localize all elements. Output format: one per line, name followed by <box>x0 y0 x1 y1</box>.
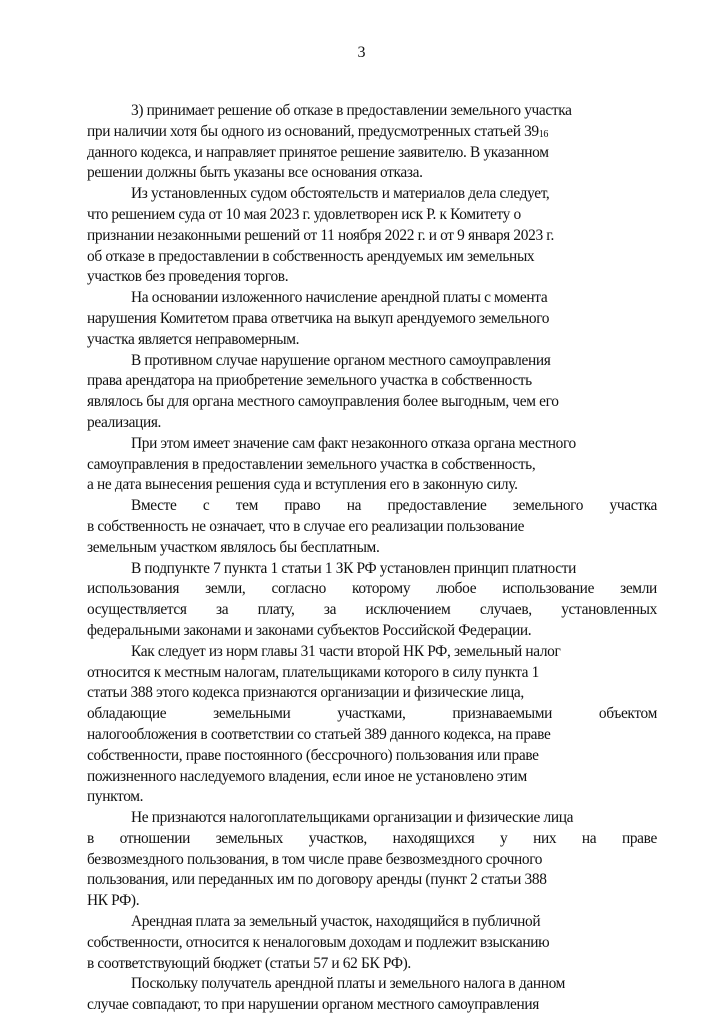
text-line: об отказе в предоставлении в собственность арендуемых им земельных <box>87 247 535 265</box>
word: обладающие <box>87 705 167 723</box>
word: которому <box>352 580 411 598</box>
word: плату, <box>257 601 295 619</box>
word: Вместе <box>131 497 177 515</box>
text-line: а не дата вынесения решения суда и вступления его в законную силу. <box>87 476 518 494</box>
text-line: признании незаконными решений от 11 ноября 2022 г. и от 9 января 2023 г. <box>87 226 555 244</box>
word: участка <box>609 497 657 515</box>
text-line: Поскольку получатель арендной платы и земельного налога в данном <box>131 975 566 993</box>
article-index: 16 <box>538 128 549 140</box>
text-line: 3) принимает решение об отказе в предоставлении земельного участка <box>131 102 572 119</box>
text-line: самоуправления в предоставлении земельного участка в собственность, <box>87 455 536 473</box>
word: за <box>216 601 229 619</box>
text-line: Как следует из норм главы 31 части второй НК РФ, земельный налог <box>131 642 561 660</box>
word: них <box>533 829 557 847</box>
paragraph <box>87 101 657 184</box>
text-line: случае совпадают, то при нарушении органом местного самоуправления <box>87 996 539 1014</box>
text-line: федеральными законами и законами субъектов Российской Федерации. <box>87 621 532 639</box>
text-line: что решением суда от 10 мая 2023 г. удовлетворен иск Р. к Комитету о <box>87 205 521 223</box>
text-line: Из установленных судом обстоятельств и материалов дела следует, <box>131 185 550 203</box>
justified-line <box>87 579 657 600</box>
word: на <box>346 497 362 515</box>
text-line: реализация. <box>87 413 162 431</box>
paragraph <box>87 184 657 288</box>
text-line: участков без проведения торгов. <box>87 268 289 286</box>
text-line: НК РФ). <box>87 892 140 910</box>
text-line: земельным участком являлось бы бесплатным. <box>87 538 380 556</box>
text-line <box>87 122 657 143</box>
word: отношении <box>119 829 191 847</box>
word: на <box>581 829 597 847</box>
word: в <box>87 829 94 847</box>
word: использование <box>502 580 595 598</box>
text-line: в собственность не означает, что в случае его реализации пользование <box>87 517 525 535</box>
page-number: 3 <box>357 44 366 61</box>
text-line: безвозмездного пользования, в том числе праве безвозмездного срочного <box>87 850 543 868</box>
word: участками, <box>337 705 406 723</box>
word: любое <box>436 580 477 598</box>
text-line: собственности, относится к неналоговым доходам и подлежит взысканию <box>87 933 550 951</box>
text-line: В подпункте 7 пункта 1 статьи 1 ЗК РФ установлен принцип платности <box>131 559 576 577</box>
text-line: в соответствующий бюджет (статьи 57 и 62 БК РФ). <box>87 954 411 972</box>
paragraph <box>87 496 657 558</box>
text-segment: при наличии хотя бы одного из оснований, предусмотренных статьей 39 <box>87 122 539 140</box>
text-line: статьи 388 этого кодекса признаются организации и физические лица, <box>87 684 524 702</box>
word: согласно <box>271 580 326 598</box>
word: объектом <box>598 705 657 723</box>
word: установленных <box>561 601 657 619</box>
text-line: пользования, или переданных им по договору аренды (пункт 2 статьи 388 <box>87 871 547 889</box>
text-line: При этом имеет значение сам факт незаконного отказа органа местного <box>131 434 576 452</box>
word: земельного <box>512 497 584 515</box>
text-line: пунктом. <box>87 788 144 806</box>
paragraph <box>87 808 657 912</box>
word: с <box>202 497 210 515</box>
paragraph <box>87 434 657 496</box>
justified-line <box>87 496 657 517</box>
text-line: решении должны быть указаны все основания отказа. <box>87 164 423 182</box>
word: осуществляется <box>87 601 187 619</box>
paragraph <box>87 912 657 974</box>
word: предоставление <box>387 497 487 515</box>
word: земли <box>620 580 657 598</box>
word: за <box>323 601 337 619</box>
text-line: относится к местным налогам, плательщиками которого в силу пункта 1 <box>87 663 539 681</box>
justified-line <box>87 704 657 725</box>
word: земельными <box>213 705 291 723</box>
document-body <box>87 101 657 1016</box>
word: случаев, <box>479 601 532 619</box>
text-line: На основании изложенного начисление арендной платы с момента <box>131 289 548 307</box>
justified-line <box>87 600 657 621</box>
text-line: Не признаются налогоплательщиками организации и физические лица <box>131 809 574 827</box>
paragraph <box>87 351 657 434</box>
text-line: пожизненного наследуемого владения, если иное не установлено этим <box>87 767 527 785</box>
text-line: участка является неправомерным. <box>87 330 300 348</box>
text-line: права арендатора на приобретение земельного участка в собственность <box>87 372 532 390</box>
paragraph <box>87 559 657 642</box>
text-line: являлось бы для органа местного самоуправления более выгодным, чем его <box>87 393 559 411</box>
paragraph <box>87 974 657 1016</box>
word: признаваемыми <box>452 705 552 723</box>
word: право <box>284 497 321 515</box>
word: земельных <box>215 829 284 847</box>
word: находящихся <box>392 829 475 847</box>
word: у <box>500 829 508 847</box>
text-line: налогообложения в соответствии со статьей 389 данного кодекса, на праве <box>87 725 551 743</box>
text-line: Арендная плата за земельный участок, находящийся в публичной <box>131 913 541 931</box>
paragraph <box>87 288 657 350</box>
text-line: В противном случае нарушение органом местного самоуправления <box>131 351 551 369</box>
word: участков, <box>308 829 367 847</box>
word: праве <box>621 829 657 847</box>
text-line: данного кодекса, и направляет принятое решение заявителю. В указанном <box>87 143 549 161</box>
justified-line <box>87 829 657 850</box>
word: тем <box>235 497 259 515</box>
word: земли, <box>205 580 246 598</box>
word: использования <box>87 580 180 598</box>
paragraph <box>87 642 657 808</box>
text-line: нарушения Комитетом права ответчика на выкуп арендуемого земельного <box>87 309 550 327</box>
word: исключением <box>365 601 451 619</box>
text-line: собственности, праве постоянного (бессрочного) пользования или праве <box>87 746 539 764</box>
